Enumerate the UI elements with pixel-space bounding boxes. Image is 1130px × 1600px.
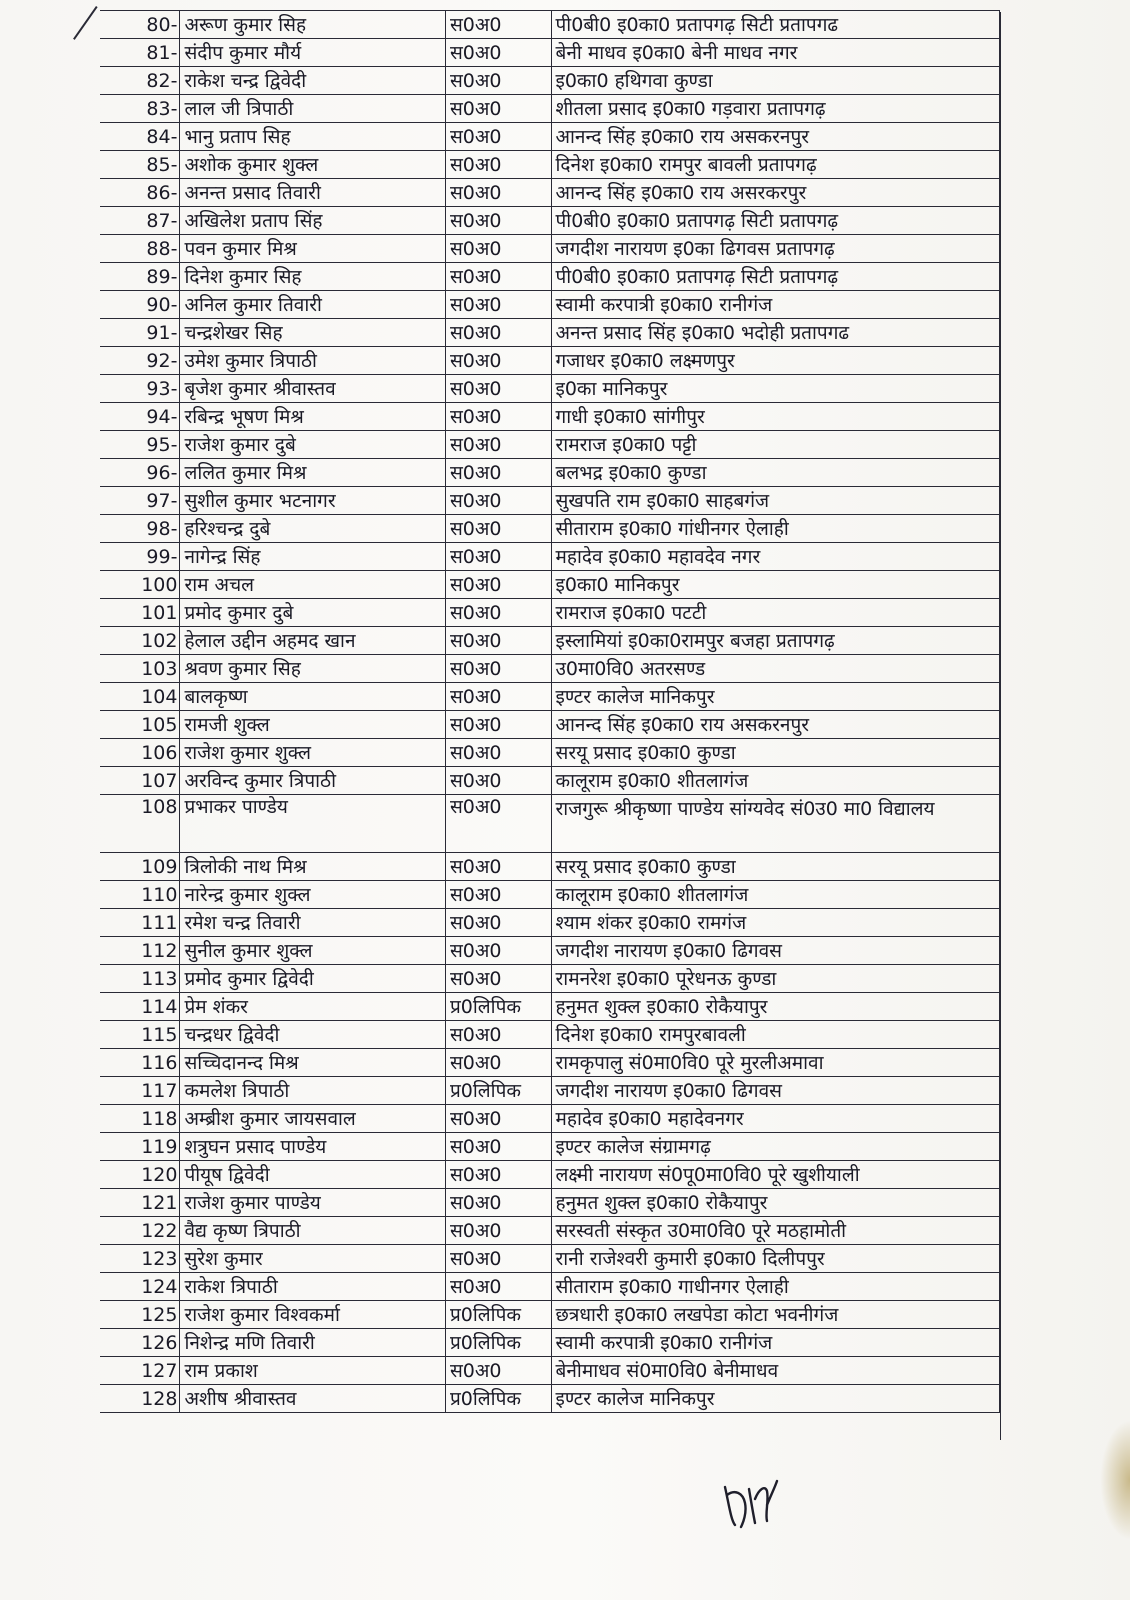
serial-number-cell: 109 (100, 853, 180, 881)
table-row (100, 993, 1000, 1021)
serial-number-cell: 80- (100, 11, 180, 39)
post-cell: प्र0लिपिक (445, 1329, 551, 1357)
table-row (100, 151, 1000, 179)
school-cell: बलभद्र इ0का0 कुण्डा (551, 459, 999, 487)
school-cell: रानी राजेश्वरी कुमारी इ0का0 दिलीपपुर (551, 1245, 999, 1273)
table-row (100, 67, 1000, 95)
school-cell: इ0का0 मानिकपुर (551, 571, 999, 599)
name-cell: शत्रुघन प्रसाद पाण्डेय (180, 1133, 446, 1161)
school-cell: दिनेश इ0का0 रामपुर बावली प्रतापगढ़ (551, 151, 999, 179)
name-cell: प्रेम शंकर (180, 993, 446, 1021)
name-cell: नागेन्द्र सिंह (180, 543, 446, 571)
table-row (100, 1077, 1000, 1105)
table-row (100, 1189, 1000, 1217)
school-cell: रामराज इ0का0 पट्टी (551, 431, 999, 459)
school-cell: श्याम शंकर इ0का0 रामगंज (551, 909, 999, 937)
serial-number-cell: 96- (100, 459, 180, 487)
serial-number-cell: 118 (100, 1105, 180, 1133)
name-cell: राम अचल (180, 571, 446, 599)
school-cell: कालूराम इ0का0 शीतलागंज (551, 881, 999, 909)
school-cell: आनन्द सिंह इ0का0 राय असकरनपुर (551, 123, 999, 151)
name-cell: राजेश कुमार शुक्ल (180, 739, 446, 767)
school-cell: पी0बी0 इ0का0 प्रतापगढ़ सिटी प्रतापगढ़ (551, 207, 999, 235)
name-cell: नारेन्द्र कुमार शुक्ल (180, 881, 446, 909)
name-cell: अरूण कुमार सिह (180, 11, 446, 39)
school-cell: छत्रधारी इ0का0 लखपेडा कोटा भवनीगंज (551, 1301, 999, 1329)
table-row (100, 263, 1000, 291)
table-row (100, 795, 1000, 853)
serial-number-cell: 124 (100, 1273, 180, 1301)
post-cell: स0अ0 (445, 207, 551, 235)
name-cell: बालकृष्ण (180, 683, 446, 711)
name-cell: प्रमोद कुमार द्विवेदी (180, 965, 446, 993)
name-cell: पीयूष द्विवेदी (180, 1161, 446, 1189)
table-row (100, 1049, 1000, 1077)
name-cell: राजेश कुमार पाण्डेय (180, 1189, 446, 1217)
school-cell: सीताराम इ0का0 गाधीनगर ऐलाही (551, 1273, 999, 1301)
post-cell: स0अ0 (445, 655, 551, 683)
serial-number-cell: 82- (100, 67, 180, 95)
school-cell: महादेव इ0का0 महावदेव नगर (551, 543, 999, 571)
table-row (100, 1329, 1000, 1357)
school-cell: आनन्द सिंह इ0का0 राय असकरनपुर (551, 711, 999, 739)
serial-number-cell: 107 (100, 767, 180, 795)
school-cell: शीतला प्रसाद इ0का0 गड़वारा प्रतापगढ़ (551, 95, 999, 123)
name-cell: अशोक कुमार शुक्ल (180, 151, 446, 179)
school-cell: स्वामी करपात्री इ0का0 रानीगंज (551, 291, 999, 319)
table-row (100, 739, 1000, 767)
serial-number-cell: 126 (100, 1329, 180, 1357)
table-row (100, 571, 1000, 599)
serial-number-cell: 112 (100, 937, 180, 965)
table-row (100, 39, 1000, 67)
serial-number-cell: 104 (100, 683, 180, 711)
name-cell: पवन कुमार मिश्र (180, 235, 446, 263)
school-cell: इस्लामियां इ0का0रामपुर बजहा प्रतापगढ़ (551, 627, 999, 655)
post-cell: स0अ0 (445, 1273, 551, 1301)
signature-icon (715, 1465, 785, 1535)
post-cell: स0अ0 (445, 403, 551, 431)
name-cell: सच्चिदानन्द मिश्र (180, 1049, 446, 1077)
serial-number-cell: 86- (100, 179, 180, 207)
table-row (100, 487, 1000, 515)
post-cell: स0अ0 (445, 375, 551, 403)
school-cell: पी0बी0 इ0का0 प्रतापगढ़ सिटी प्रतापगढ़ (551, 263, 999, 291)
school-cell: अनन्त प्रसाद सिंह इ0का0 भदोही प्रतापगढ (551, 319, 999, 347)
post-cell: स0अ0 (445, 1049, 551, 1077)
table-row (100, 179, 1000, 207)
table-row (100, 1357, 1000, 1385)
name-cell: ललित कुमार मिश्र (180, 459, 446, 487)
school-cell: दिनेश इ0का0 रामपुरबावली (551, 1021, 999, 1049)
serial-number-cell: 103 (100, 655, 180, 683)
serial-number-cell: 85- (100, 151, 180, 179)
post-cell: स0अ0 (445, 711, 551, 739)
handwritten-signature (715, 1465, 785, 1539)
table-row (100, 767, 1000, 795)
table-row (100, 235, 1000, 263)
name-cell: प्रमोद कुमार दुबे (180, 599, 446, 627)
name-cell: श्रवण कुमार सिह (180, 655, 446, 683)
name-cell: अशीष श्रीवास्तव (180, 1385, 446, 1413)
serial-number-cell: 88- (100, 235, 180, 263)
serial-number-cell: 115 (100, 1021, 180, 1049)
school-cell: बेनीमाधव सं0मा0वि0 बेनीमाधव (551, 1357, 999, 1385)
post-cell: प्र0लिपिक (445, 993, 551, 1021)
post-cell: स0अ0 (445, 11, 551, 39)
name-cell: सुशील कुमार भटनागर (180, 487, 446, 515)
serial-number-cell: 99- (100, 543, 180, 571)
post-cell: स0अ0 (445, 1161, 551, 1189)
name-cell: चन्द्रधर द्विवेदी (180, 1021, 446, 1049)
name-cell: प्रभाकर पाण्डेय (180, 795, 446, 853)
serial-number-cell: 98- (100, 515, 180, 543)
name-cell: संदीप कुमार मौर्य (180, 39, 446, 67)
table-row (100, 123, 1000, 151)
school-cell: सीताराम इ0का0 गांधीनगर ऐलाही (551, 515, 999, 543)
post-cell: स0अ0 (445, 937, 551, 965)
school-cell: लक्ष्मी नारायण सं0पू0मा0वि0 पूरे खुशीयाली (551, 1161, 999, 1189)
name-cell: सुनील कुमार शुक्ल (180, 937, 446, 965)
serial-number-cell: 102 (100, 627, 180, 655)
name-cell: अम्ब्रीश कुमार जायसवाल (180, 1105, 446, 1133)
table-row (100, 11, 1000, 39)
serial-number-cell: 97- (100, 487, 180, 515)
serial-number-cell: 127 (100, 1357, 180, 1385)
serial-number-cell: 90- (100, 291, 180, 319)
post-cell: स0अ0 (445, 347, 551, 375)
serial-number-cell: 89- (100, 263, 180, 291)
serial-number-cell: 111 (100, 909, 180, 937)
serial-number-cell: 100 (100, 571, 180, 599)
school-cell: गाधी इ0का0 सांगीपुर (551, 403, 999, 431)
serial-number-cell: 81- (100, 39, 180, 67)
serial-number-cell: 93- (100, 375, 180, 403)
post-cell: स0अ0 (445, 151, 551, 179)
serial-number-cell: 128 (100, 1385, 180, 1413)
table-row (100, 347, 1000, 375)
school-cell: कालूराम इ0का0 शीतलागंज (551, 767, 999, 795)
post-cell: स0अ0 (445, 179, 551, 207)
serial-number-cell: 108 (100, 795, 180, 853)
table-row (100, 937, 1000, 965)
school-cell: इण्टर कालेज मानिकपुर (551, 683, 999, 711)
table-row (100, 291, 1000, 319)
name-cell: वैद्य कृष्ण त्रिपाठी (180, 1217, 446, 1245)
name-cell: अखिलेश प्रताप सिंह (180, 207, 446, 235)
post-cell: स0अ0 (445, 459, 551, 487)
serial-number-cell: 92- (100, 347, 180, 375)
post-cell: स0अ0 (445, 571, 551, 599)
school-cell: रामकृपालु सं0मा0वि0 पूरे मुरलीअमावा (551, 1049, 999, 1077)
post-cell: स0अ0 (445, 235, 551, 263)
post-cell: स0अ0 (445, 599, 551, 627)
school-cell: रामनरेश इ0का0 पूरेधनऊ कुण्डा (551, 965, 999, 993)
name-cell: हरिश्चन्द्र दुबे (180, 515, 446, 543)
school-cell: रामराज इ0का0 पटटी (551, 599, 999, 627)
school-cell: उ0मा0वि0 अतरसण्ड (551, 655, 999, 683)
serial-number-cell: 122 (100, 1217, 180, 1245)
table-row (100, 375, 1000, 403)
table-row (100, 95, 1000, 123)
post-cell: स0अ0 (445, 95, 551, 123)
margin-mark (73, 6, 98, 40)
post-cell: स0अ0 (445, 627, 551, 655)
table-row (100, 881, 1000, 909)
post-cell: प्र0लिपिक (445, 1077, 551, 1105)
post-cell: स0अ0 (445, 487, 551, 515)
table-row (100, 403, 1000, 431)
table-row (100, 965, 1000, 993)
serial-number-cell: 120 (100, 1161, 180, 1189)
school-cell: जगदीश नारायण इ0का ढिगवस प्रतापगढ़ (551, 235, 999, 263)
post-cell: स0अ0 (445, 853, 551, 881)
serial-number-cell: 117 (100, 1077, 180, 1105)
table-row (100, 655, 1000, 683)
post-cell: प्र0लिपिक (445, 1385, 551, 1413)
post-cell: स0अ0 (445, 431, 551, 459)
name-cell: दिनेश कुमार सिह (180, 263, 446, 291)
post-cell: स0अ0 (445, 543, 551, 571)
post-cell: स0अ0 (445, 123, 551, 151)
table-row (100, 207, 1000, 235)
serial-number-cell: 113 (100, 965, 180, 993)
post-cell: स0अ0 (445, 67, 551, 95)
school-cell: महादेव इ0का0 महादेवनगर (551, 1105, 999, 1133)
table-row (100, 1133, 1000, 1161)
name-cell: राम प्रकाश (180, 1357, 446, 1385)
serial-number-cell: 87- (100, 207, 180, 235)
page-edge-shadow (1100, 1420, 1130, 1540)
table-row (100, 1105, 1000, 1133)
post-cell: स0अ0 (445, 795, 551, 853)
post-cell: स0अ0 (445, 881, 551, 909)
name-cell: हेलाल उद्दीन अहमद खान (180, 627, 446, 655)
name-cell: रमेश चन्द्र तिवारी (180, 909, 446, 937)
serial-number-cell: 84- (100, 123, 180, 151)
name-cell: राकेश त्रिपाठी (180, 1273, 446, 1301)
school-cell: सरयू प्रसाद इ0का0 कुण्डा (551, 739, 999, 767)
name-cell: रामजी शुक्ल (180, 711, 446, 739)
table-row (100, 1217, 1000, 1245)
post-cell: स0अ0 (445, 965, 551, 993)
name-cell: भानु प्रताप सिह (180, 123, 446, 151)
serial-number-cell: 116 (100, 1049, 180, 1077)
post-cell: स0अ0 (445, 291, 551, 319)
school-cell: इण्टर कालेज मानिकपुर (551, 1385, 999, 1413)
table-row (100, 1161, 1000, 1189)
post-cell: स0अ0 (445, 767, 551, 795)
name-cell: राजेश कुमार विश्वकर्मा (180, 1301, 446, 1329)
table-row (100, 319, 1000, 347)
table-row (100, 853, 1000, 881)
serial-number-cell: 101 (100, 599, 180, 627)
post-cell: स0अ0 (445, 1189, 551, 1217)
school-cell: हनुमत शुक्ल इ0का0 रोकैयापुर (551, 1189, 999, 1217)
post-cell: स0अ0 (445, 39, 551, 67)
right-margin-rule (1000, 12, 1001, 1440)
school-cell: इण्टर कालेज संग्रामगढ़ (551, 1133, 999, 1161)
post-cell: स0अ0 (445, 683, 551, 711)
school-cell: इ0का मानिकपुर (551, 375, 999, 403)
school-cell: गजाधर इ0का0 लक्ष्मणपुर (551, 347, 999, 375)
name-cell: राकेश चन्द्र द्विवेदी (180, 67, 446, 95)
serial-number-cell: 105 (100, 711, 180, 739)
staff-list-table (100, 10, 1000, 1413)
serial-number-cell: 91- (100, 319, 180, 347)
table-row (100, 711, 1000, 739)
name-cell: बृजेश कुमार श्रीवास्तव (180, 375, 446, 403)
name-cell: अनिल कुमार तिवारी (180, 291, 446, 319)
serial-number-cell: 83- (100, 95, 180, 123)
serial-number-cell: 110 (100, 881, 180, 909)
table-row (100, 515, 1000, 543)
serial-number-cell: 95- (100, 431, 180, 459)
table-row (100, 459, 1000, 487)
serial-number-cell: 114 (100, 993, 180, 1021)
name-cell: लाल जी त्रिपाठी (180, 95, 446, 123)
name-cell: राजेश कुमार दुबे (180, 431, 446, 459)
name-cell: चन्द्रशेखर सिह (180, 319, 446, 347)
school-cell: आनन्द सिंह इ0का0 राय असरकरपुर (551, 179, 999, 207)
table-row (100, 543, 1000, 571)
table-row (100, 627, 1000, 655)
name-cell: सुरेश कुमार (180, 1245, 446, 1273)
school-cell: सरयू प्रसाद इ0का0 कुण्डा (551, 853, 999, 881)
post-cell: स0अ0 (445, 1133, 551, 1161)
table-row (100, 1301, 1000, 1329)
name-cell: त्रिलोकी नाथ मिश्र (180, 853, 446, 881)
table-row (100, 1245, 1000, 1273)
staff-list-body (100, 11, 1000, 1413)
name-cell: निशेन्द्र मणि तिवारी (180, 1329, 446, 1357)
post-cell: स0अ0 (445, 909, 551, 937)
serial-number-cell: 106 (100, 739, 180, 767)
post-cell: स0अ0 (445, 1021, 551, 1049)
name-cell: उमेश कुमार त्रिपाठी (180, 347, 446, 375)
school-cell: सुखपति राम इ0का0 साहबगंज (551, 487, 999, 515)
school-cell: जगदीश नारायण इ0का0 ढिगवस (551, 1077, 999, 1105)
school-cell: राजगुरू श्रीकृष्णा पाण्डेय सांग्यवेद सं0उ0 मा0 विद्यालय (551, 795, 999, 853)
school-cell: स्वामी करपात्री इ0का0 रानीगंज (551, 1329, 999, 1357)
post-cell: प्र0लिपिक (445, 1301, 551, 1329)
table-row (100, 1021, 1000, 1049)
post-cell: स0अ0 (445, 739, 551, 767)
name-cell: रबिन्द्र भूषण मिश्र (180, 403, 446, 431)
serial-number-cell: 94- (100, 403, 180, 431)
table-row (100, 1273, 1000, 1301)
school-cell: इ0का0 हथिगवा कुण्डा (551, 67, 999, 95)
serial-number-cell: 119 (100, 1133, 180, 1161)
post-cell: स0अ0 (445, 319, 551, 347)
name-cell: कमलेश त्रिपाठी (180, 1077, 446, 1105)
school-cell: बेनी माधव इ0का0 बेनी माधव नगर (551, 39, 999, 67)
school-cell: जगदीश नारायण इ0का0 ढिगवस (551, 937, 999, 965)
table-row (100, 431, 1000, 459)
post-cell: स0अ0 (445, 1245, 551, 1273)
school-cell: हनुमत शुक्ल इ0का0 रोकैयापुर (551, 993, 999, 1021)
post-cell: स0अ0 (445, 1357, 551, 1385)
post-cell: स0अ0 (445, 515, 551, 543)
school-cell: पी0बी0 इ0का0 प्रतापगढ़ सिटी प्रतापगढ (551, 11, 999, 39)
serial-number-cell: 121 (100, 1189, 180, 1217)
post-cell: स0अ0 (445, 263, 551, 291)
post-cell: स0अ0 (445, 1217, 551, 1245)
school-cell: सरस्वती संस्कृत उ0मा0वि0 पूरे मठहामोती (551, 1217, 999, 1245)
table-row (100, 909, 1000, 937)
serial-number-cell: 125 (100, 1301, 180, 1329)
name-cell: अनन्त प्रसाद तिवारी (180, 179, 446, 207)
name-cell: अरविन्द कुमार त्रिपाठी (180, 767, 446, 795)
table-row (100, 599, 1000, 627)
serial-number-cell: 123 (100, 1245, 180, 1273)
table-row (100, 1385, 1000, 1413)
table-row (100, 683, 1000, 711)
post-cell: स0अ0 (445, 1105, 551, 1133)
